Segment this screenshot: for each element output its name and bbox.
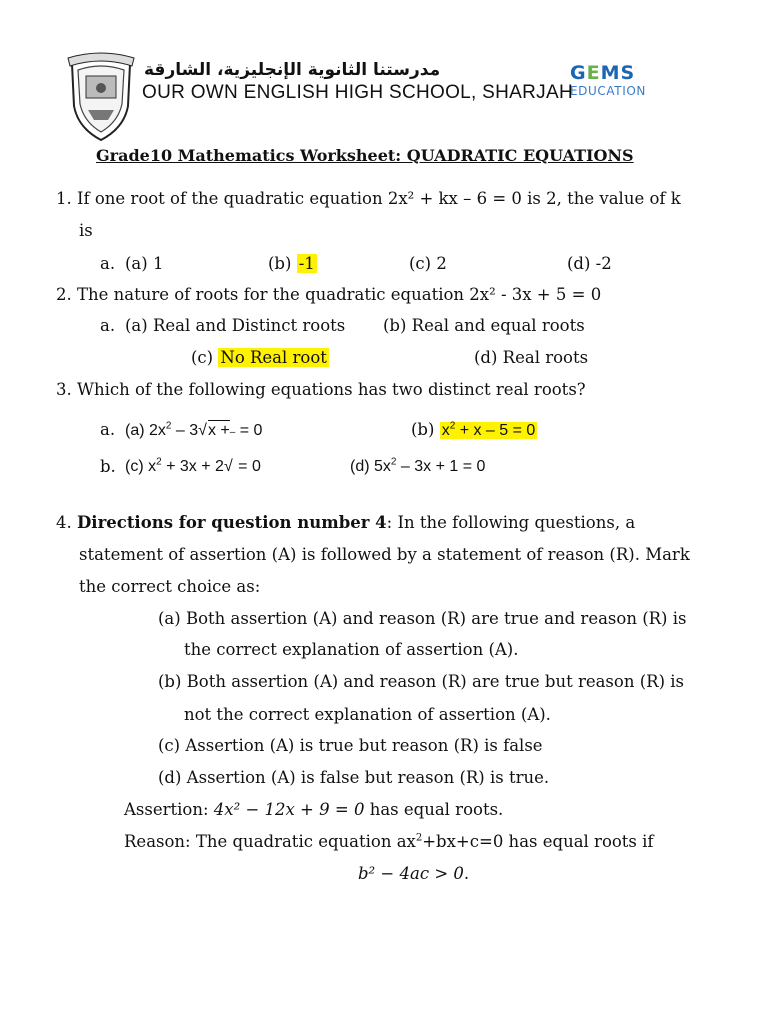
- option-prefix: b.: [100, 457, 116, 476]
- option-prefix: a.: [100, 420, 116, 439]
- q1-option-b: [268, 254, 317, 274]
- question-1-text-cont: is: [79, 221, 93, 240]
- exponent: 2: [415, 832, 423, 844]
- q2-option-c: [191, 348, 329, 368]
- expr-part: (c) x: [125, 458, 157, 475]
- school-name: OUR OWN ENGLISH HIGH SCHOOL, SHARJAH: [142, 82, 573, 103]
- gems-education-label: EDUCATION: [570, 84, 646, 98]
- sqrt-symbol: √: [198, 422, 207, 439]
- question-3-text: 3. Which of the following equations has two distinct real roots?: [56, 380, 586, 399]
- q3-option-d: [350, 457, 485, 477]
- q4-option-a-line2: the correct explanation of assertion (A).: [184, 640, 519, 659]
- assertion: [124, 800, 503, 820]
- question-number: 4.: [56, 513, 72, 532]
- reason-text: +bx+c=0 has equal roots if: [422, 832, 654, 851]
- discriminant-condition: b² − 4ac > 0: [358, 864, 464, 883]
- q1-option-c: (c) 2: [409, 254, 447, 273]
- q3-option-c: [125, 457, 261, 477]
- exponent: 2: [390, 456, 397, 468]
- gems-logo-letter: E: [586, 62, 601, 84]
- expr-part: + x – 5 = 0: [455, 422, 536, 439]
- question-4-text: [56, 513, 635, 533]
- option-label: (b): [268, 254, 292, 273]
- reason: [124, 832, 654, 852]
- reason-label: Reason: The quadratic equation ax: [124, 832, 416, 851]
- directions-text: : In the following questions, a: [386, 513, 636, 532]
- expr-part: = 0: [233, 458, 261, 475]
- q3-option-b: [411, 420, 537, 441]
- option-label: (b): [411, 420, 435, 439]
- option-label: (c): [191, 348, 214, 367]
- question-1-text: 1. If one root of the quadratic equation 2x² + kx – 6 = 0 is 2, the value of k: [56, 189, 681, 208]
- expr-part: – 3: [171, 422, 199, 439]
- radicand: x +: [207, 422, 230, 439]
- question-4-text-line3: the correct choice as:: [79, 577, 261, 596]
- option-prefix: a.: [100, 316, 116, 335]
- highlighted-answer: [440, 422, 538, 439]
- q2-option-b: (b) Real and equal roots: [383, 316, 585, 335]
- q1-option-d: (d) -2: [567, 254, 612, 273]
- directions-heading: Directions for question number 4: [77, 513, 387, 532]
- option-prefix: a.: [100, 254, 116, 273]
- expr-part: – 3x + 1 = 0: [396, 458, 486, 475]
- question-2-text: 2. The nature of roots for the quadratic equation 2x² - 3x + 5 = 0: [56, 285, 602, 304]
- exponent: 2: [449, 420, 456, 432]
- highlighted-answer: -1: [298, 254, 315, 273]
- exponent: 2: [156, 456, 162, 468]
- highlighted-answer: No Real root: [220, 348, 327, 367]
- fraction-bar: –: [229, 427, 236, 438]
- gems-logo: [570, 62, 635, 84]
- assertion-equation: 4x² − 12x + 9 = 0: [213, 800, 365, 819]
- q4-option-b-line1: (b) Both assertion (A) and reason (R) are true but reason (R) is: [158, 672, 684, 691]
- worksheet-title: Grade10 Mathematics Worksheet: QUADRATIC EQUATIONS: [96, 146, 634, 165]
- q1-option-a: (a) 1: [125, 254, 164, 273]
- gems-logo-letter: M: [600, 62, 621, 84]
- reason-condition: [358, 864, 469, 884]
- q3-option-a: [125, 420, 262, 443]
- gems-logo-letter: G: [570, 62, 587, 84]
- school-name-arabic: مدرستنا الثانوية الإنجليزية، الشارقة: [144, 60, 441, 80]
- assertion-label: Assertion:: [124, 800, 214, 819]
- q4-option-d: (d) Assertion (A) is false but reason (R) is true.: [158, 768, 550, 787]
- q2-option-d: (d) Real roots: [474, 348, 589, 367]
- expr-part: = 0: [235, 422, 263, 439]
- q4-option-a-line1: (a) Both assertion (A) and reason (R) are true and reason (R) is: [158, 609, 687, 628]
- gems-logo-letter: S: [620, 62, 636, 84]
- assertion-text: has equal roots.: [364, 800, 504, 819]
- exponent: 2: [165, 420, 172, 432]
- q2-option-a: (a) Real and Distinct roots: [125, 316, 346, 335]
- punctuation: .: [463, 864, 470, 883]
- expr-part: (d) 5x: [350, 458, 391, 475]
- question-4-text-line2: statement of assertion (A) is followed by a statement of reason (R). Mark: [79, 545, 690, 564]
- q4-option-c: (c) Assertion (A) is true but reason (R) is false: [158, 736, 543, 755]
- school-crest-logo: [66, 50, 136, 144]
- expr-part: x: [441, 422, 450, 439]
- expr-part: + 3x + 2: [161, 458, 224, 475]
- expr-part: (a) 2x: [125, 422, 166, 439]
- q4-option-b-line2: not the correct explanation of assertion (A).: [184, 705, 551, 724]
- sqrt-symbol: √: [223, 458, 233, 475]
